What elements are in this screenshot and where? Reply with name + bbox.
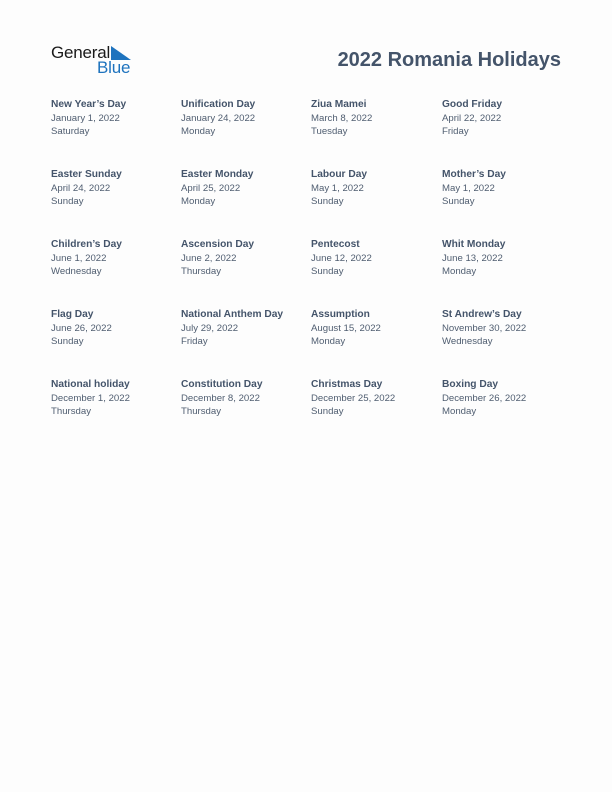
- holiday-name: Good Friday: [442, 99, 502, 110]
- holiday-weekday: Sunday: [311, 406, 344, 418]
- holiday-item: [442, 98, 571, 168]
- holiday-date: May 1, 2022: [442, 182, 495, 194]
- holiday-name: Christmas Day: [311, 379, 383, 390]
- holiday-item: [442, 378, 571, 448]
- holiday-weekday: Sunday: [311, 266, 344, 278]
- holiday-date: June 13, 2022: [442, 252, 503, 264]
- holiday-name: Labour Day: [311, 169, 368, 180]
- brand-logo: [51, 43, 133, 77]
- holiday-item: [51, 308, 181, 378]
- holiday-date: January 24, 2022: [181, 112, 256, 124]
- holiday-item: [311, 168, 442, 238]
- holiday-name: National holiday: [51, 379, 130, 390]
- holiday-name: Easter Sunday: [51, 169, 122, 180]
- holiday-item: [181, 378, 311, 448]
- holiday-date: April 25, 2022: [181, 182, 241, 194]
- holiday-item: [181, 308, 311, 378]
- holiday-name: Easter Monday: [181, 169, 254, 180]
- holiday-item: [311, 308, 442, 378]
- holiday-item: [311, 378, 442, 448]
- holiday-weekday: Saturday: [51, 126, 90, 138]
- holiday-weekday: Friday: [181, 336, 208, 348]
- holiday-date: June 26, 2022: [51, 322, 112, 334]
- holiday-weekday: Sunday: [51, 196, 84, 208]
- holiday-date: December 8, 2022: [181, 392, 260, 404]
- page-title: 2022 Romania Holidays: [337, 49, 561, 71]
- holiday-date: January 1, 2022: [51, 112, 120, 124]
- holiday-weekday: Monday: [311, 336, 346, 348]
- holiday-date: December 26, 2022: [442, 392, 527, 404]
- holiday-weekday: Thursday: [181, 406, 221, 418]
- holiday-weekday: Tuesday: [311, 126, 348, 138]
- holiday-name: Unification Day: [181, 99, 256, 110]
- holiday-name: Pentecost: [311, 239, 360, 250]
- holiday-name: New Year’s Day: [51, 99, 127, 110]
- holiday-item: [442, 238, 571, 308]
- holiday-weekday: Thursday: [181, 266, 221, 278]
- holiday-name: Ziua Mamei: [311, 99, 367, 110]
- holiday-date: December 25, 2022: [311, 392, 396, 404]
- holiday-item: [51, 98, 181, 168]
- holiday-date: November 30, 2022: [442, 322, 527, 334]
- holiday-date: May 1, 2022: [311, 182, 364, 194]
- holiday-name: Boxing Day: [442, 379, 499, 390]
- holiday-date: March 8, 2022: [311, 112, 373, 124]
- holiday-weekday: Wednesday: [442, 336, 493, 348]
- holiday-item: [51, 378, 181, 448]
- holiday-weekday: Friday: [442, 126, 469, 138]
- holiday-item: [181, 168, 311, 238]
- holiday-weekday: Monday: [181, 196, 216, 208]
- holiday-item: [311, 98, 442, 168]
- holiday-name: Constitution Day: [181, 379, 263, 390]
- holiday-weekday: Monday: [442, 266, 477, 278]
- holiday-weekday: Sunday: [311, 196, 344, 208]
- holiday-date: July 29, 2022: [181, 322, 239, 334]
- holiday-name: Flag Day: [51, 309, 94, 320]
- holiday-item: [51, 168, 181, 238]
- holiday-date: April 22, 2022: [442, 112, 502, 124]
- holiday-date: August 15, 2022: [311, 322, 381, 334]
- holiday-weekday: Monday: [181, 126, 216, 138]
- holiday-item: [442, 308, 571, 378]
- holiday-name: Assumption: [311, 309, 370, 320]
- holiday-item: [51, 238, 181, 308]
- holiday-date: June 2, 2022: [181, 252, 237, 264]
- holiday-name: Whit Monday: [442, 239, 506, 250]
- logo-text-general: General: [51, 43, 111, 62]
- holiday-date: December 1, 2022: [51, 392, 130, 404]
- holiday-date: June 1, 2022: [51, 252, 107, 264]
- holiday-item: [311, 238, 442, 308]
- holiday-name: Children’s Day: [51, 239, 122, 250]
- holiday-name: St Andrew’s Day: [442, 309, 522, 320]
- holiday-item: [442, 168, 571, 238]
- holiday-weekday: Thursday: [51, 406, 91, 418]
- holiday-weekday: Sunday: [442, 196, 475, 208]
- holiday-name: Ascension Day: [181, 239, 255, 250]
- holiday-grid: [51, 98, 571, 448]
- holiday-name: National Anthem Day: [181, 309, 284, 320]
- holiday-weekday: Monday: [442, 406, 477, 418]
- holiday-date: April 24, 2022: [51, 182, 111, 194]
- holiday-item: [181, 98, 311, 168]
- holiday-item: [181, 238, 311, 308]
- holiday-date: June 12, 2022: [311, 252, 372, 264]
- holiday-weekday: Wednesday: [51, 266, 102, 278]
- holiday-name: Mother’s Day: [442, 169, 506, 180]
- holiday-weekday: Sunday: [51, 336, 84, 348]
- logo-text-blue: Blue: [97, 58, 131, 77]
